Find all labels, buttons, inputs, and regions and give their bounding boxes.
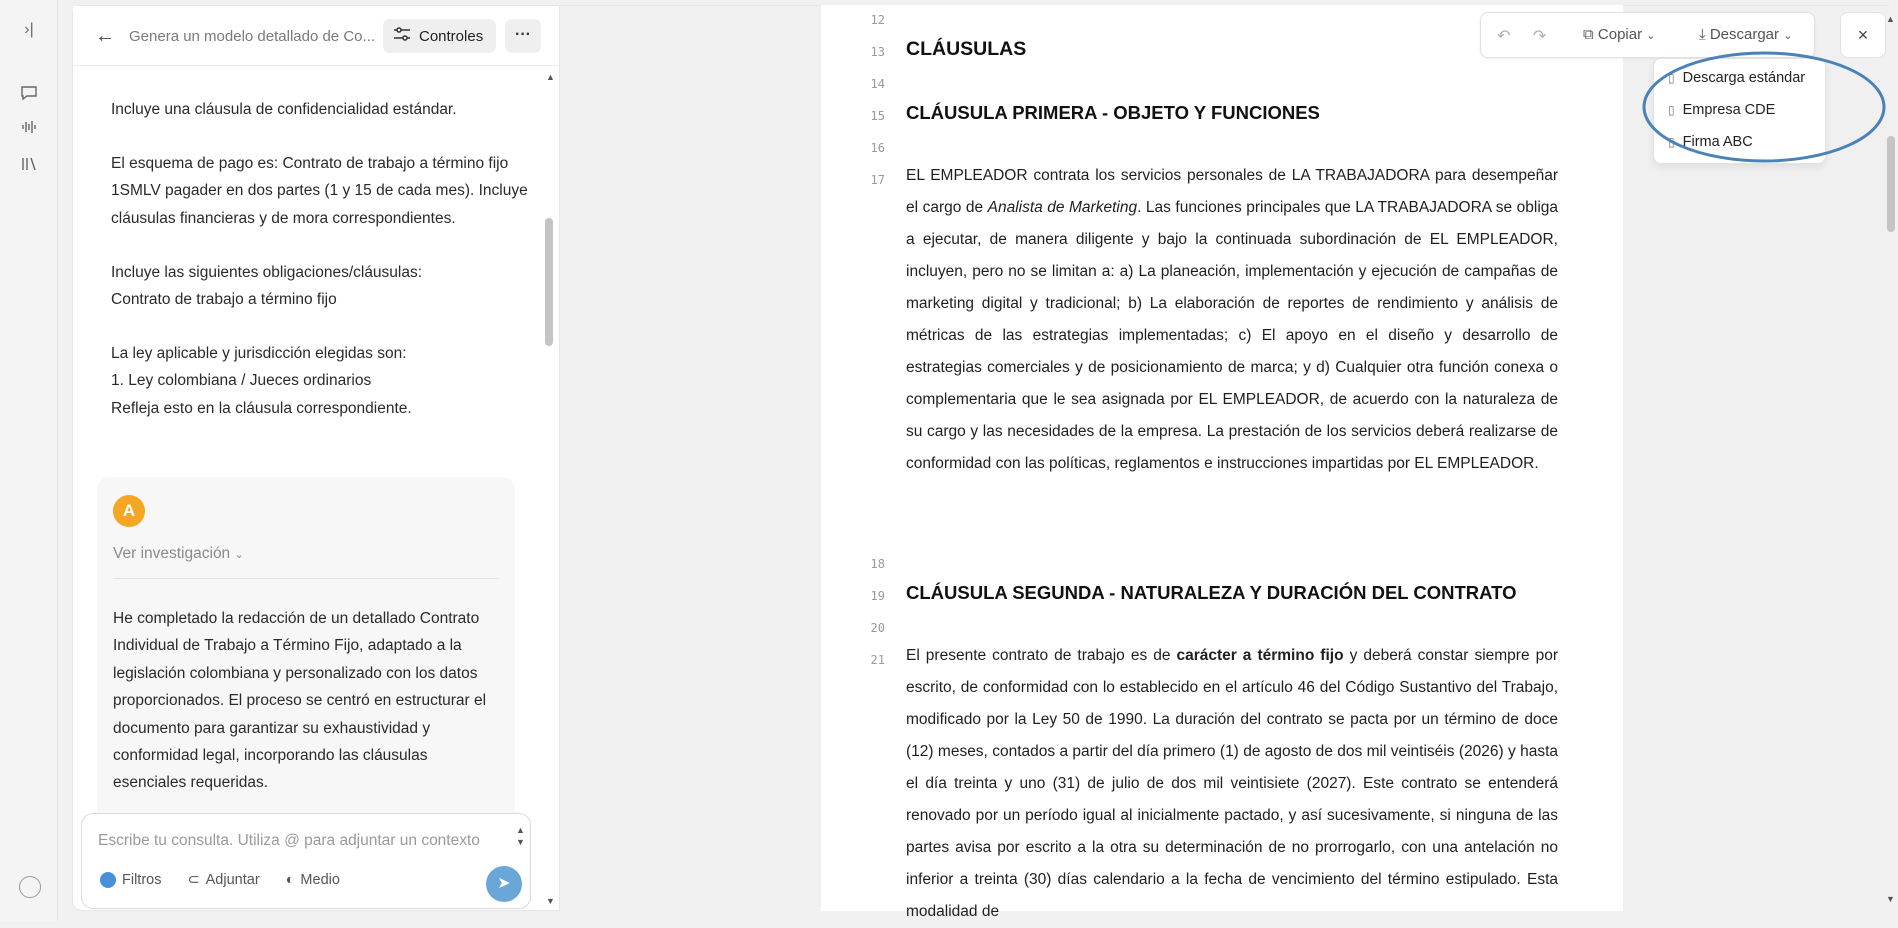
chat-header xyxy=(73,6,559,66)
file-icon: ▯ xyxy=(1668,71,1675,85)
message-line: El esquema de pago es: Contrato de trabajo a término fijo 1SMLV pagader en dos partes (1 y 15 de cada mes). Incluye cláusulas financieras y de mora correspondientes. xyxy=(111,155,528,227)
menu-item-descarga-estandar[interactable]: ▯ Descarga estándar xyxy=(1668,70,1806,86)
assistant-logo-icon: A xyxy=(113,495,145,527)
assistant-reply: He completado la redacción de un detallado Contrato Individual de Trabajo a Término Fijo, adaptado a la legislación colombiana y personalizado con los datos proporcionados. El proceso se centró en estructurar el documento para garantizar su exhaustividad y conformidad legal, incorporando las cláusulas esenciales requeridas. xyxy=(113,610,487,792)
paragraph-clausula-primera: EL EMPLEADOR contrata los servicios personales de LA TRABAJADORA para desempeñar el cargo de Analista de Marketing. Las funciones principales que LA TRABAJADORA se obliga a ejecutar, de manera diligente y bajo la continuada subordinación de EL EMPLEADOR, incluyen, pero no se limitan a: a) La planeación, implementación y ejecución de campañas de marketing digital y tradicional; b) La elaboración de reportes de rendimiento y análisis de métricas de las estrategias implementadas; c) El apoyo en el diseño y desarrollo de estrategias comerciales y de posicionamiento de marca; y d) Cualquier otra función conexa o complementaria que le sea asignada por EL EMPLEADOR, de acuerdo con la naturaleza de su cargo y las necesidades de la empresa. La prestación de los servicios deberá realizarse de conformidad con las políticas, reglamentos e instrucciones impartidas por EL EMPLEADOR. xyxy=(906,167,1559,472)
document-scrollbar[interactable] xyxy=(1887,136,1895,232)
line-number: 20 xyxy=(870,621,885,635)
copy-button[interactable]: ⧉ Copiar ⌄ xyxy=(1583,26,1656,43)
line-number: 15 xyxy=(870,109,885,123)
file-icon: ▯ xyxy=(1668,103,1675,117)
view-research-toggle[interactable]: Ver investigación ⌄ xyxy=(113,545,244,562)
copy-icon: ⧉ xyxy=(1583,26,1594,43)
message-line: La ley aplicable y jurisdicción elegidas son: 1. Ley colombiana / Jueces ordinarios Refleja esto en la cláusula correspondiente. xyxy=(111,345,412,417)
more-options-button[interactable]: ··· xyxy=(505,19,541,53)
chevron-down-icon: ⌄ xyxy=(1646,30,1656,42)
file-icon: ▯ xyxy=(1668,135,1675,149)
line-number: 12 xyxy=(870,13,885,27)
chevron-down-icon: ⌄ xyxy=(1783,30,1793,42)
undo-icon[interactable]: ↶ xyxy=(1497,28,1511,45)
send-button[interactable]: ➤ xyxy=(486,866,522,902)
menu-item-firma-abc[interactable]: ▯ Firma ABC xyxy=(1668,134,1753,150)
left-rail xyxy=(0,0,58,921)
chat-scrollbar[interactable] xyxy=(545,218,553,346)
collapse-icon[interactable]: ›| xyxy=(24,21,34,38)
line-number: 18 xyxy=(870,557,885,571)
heading-clausula-segunda: CLÁUSULA SEGUNDA - NATURALEZA Y DURACIÓN DEL CONTRATO xyxy=(906,582,1517,603)
close-button[interactable]: × xyxy=(1840,12,1886,58)
medium-icon: ◐ xyxy=(285,872,295,888)
filters-icon xyxy=(100,872,116,888)
scroll-up-arrow-icon[interactable]: ▲ xyxy=(546,72,555,82)
assistant-message xyxy=(97,477,515,837)
composer-resize-icon[interactable]: ▲ ▼ xyxy=(516,825,525,847)
line-number: 17 xyxy=(870,173,885,187)
controls-label: Controles xyxy=(419,27,484,45)
paragraph-clausula-segunda: El presente contrato de trabajo es de carácter a término fijo y deberá constar siempre por escrito, de conformidad con lo establecido en el artículo 46 del Código Sustantivo del Trabajo, modificado por la Ley 50 de 1990. La duración del contrato se pacta por un término de doce (12) meses, contados a partir del día primero (1) de agosto de dos mil veintiséis (2026) y hasta el día treinta y uno (31) de julio de dos mil veintisiete (2027). Este contrato se entenderá renovado por un período igual al inicialmente pactado, y así sucesivamente, si ninguna de las partes avisa por escrito a la otra su determinación de no prorrogarlo, con una antelación no inferior a treinta (30) días calendario a la fecha de vencimiento del término estipulado. Esta modalidad de xyxy=(906,647,1558,920)
download-button[interactable]: ⤓ Descargar ⌄ xyxy=(1699,26,1793,43)
divider xyxy=(113,578,499,579)
line-number: 14 xyxy=(870,77,885,91)
composer xyxy=(81,813,531,909)
scroll-down-arrow-icon[interactable]: ▼ xyxy=(546,896,555,906)
chat-panel xyxy=(72,5,560,911)
doc-scroll-up-icon[interactable]: ▲ xyxy=(1886,14,1895,24)
medium-button[interactable]: ◐ Medio xyxy=(285,872,340,888)
chat-icon[interactable] xyxy=(19,84,39,104)
audio-icon[interactable] xyxy=(19,118,39,138)
sliders-icon xyxy=(393,26,411,46)
line-number: 19 xyxy=(870,589,885,603)
menu-item-empresa-cde[interactable]: ▯ Empresa CDE xyxy=(1668,102,1776,118)
attach-button[interactable]: ⊂ Adjuntar xyxy=(187,872,260,888)
chat-title: Genera un modelo detallado de Co... xyxy=(129,28,375,45)
paperclip-icon: ⊂ xyxy=(187,872,200,888)
user-icon[interactable] xyxy=(19,876,41,898)
highlight-ellipse xyxy=(1640,48,1890,168)
doc-scroll-down-icon[interactable]: ▼ xyxy=(1886,894,1895,904)
message-line: Incluye las siguientes obligaciones/cláusulas: Contrato de trabajo a término fijo xyxy=(111,263,423,309)
filters-button[interactable]: Filtros xyxy=(100,872,161,888)
message-line: Incluye una cláusula de confidencialidad estándar. xyxy=(111,101,457,118)
controls-button[interactable] xyxy=(383,19,496,53)
download-icon: ⤓ xyxy=(1699,26,1706,43)
back-arrow-icon[interactable]: ← xyxy=(95,25,115,47)
line-number: 13 xyxy=(870,45,885,59)
line-number: 16 xyxy=(870,141,885,155)
line-number: 21 xyxy=(870,653,885,667)
library-icon[interactable] xyxy=(19,155,39,175)
heading-clausula-primera: CLÁUSULA PRIMERA - OBJETO Y FUNCIONES xyxy=(906,102,1320,123)
heading-clausulas: CLÁUSULAS xyxy=(906,38,1027,60)
redo-icon[interactable]: ↷ xyxy=(1533,28,1547,45)
chevron-down-icon: ⌄ xyxy=(234,549,244,561)
query-input[interactable]: Escribe tu consulta. Utiliza @ para adjuntar un contexto xyxy=(98,832,480,849)
document-page xyxy=(821,5,1623,920)
user-message xyxy=(111,96,531,449)
